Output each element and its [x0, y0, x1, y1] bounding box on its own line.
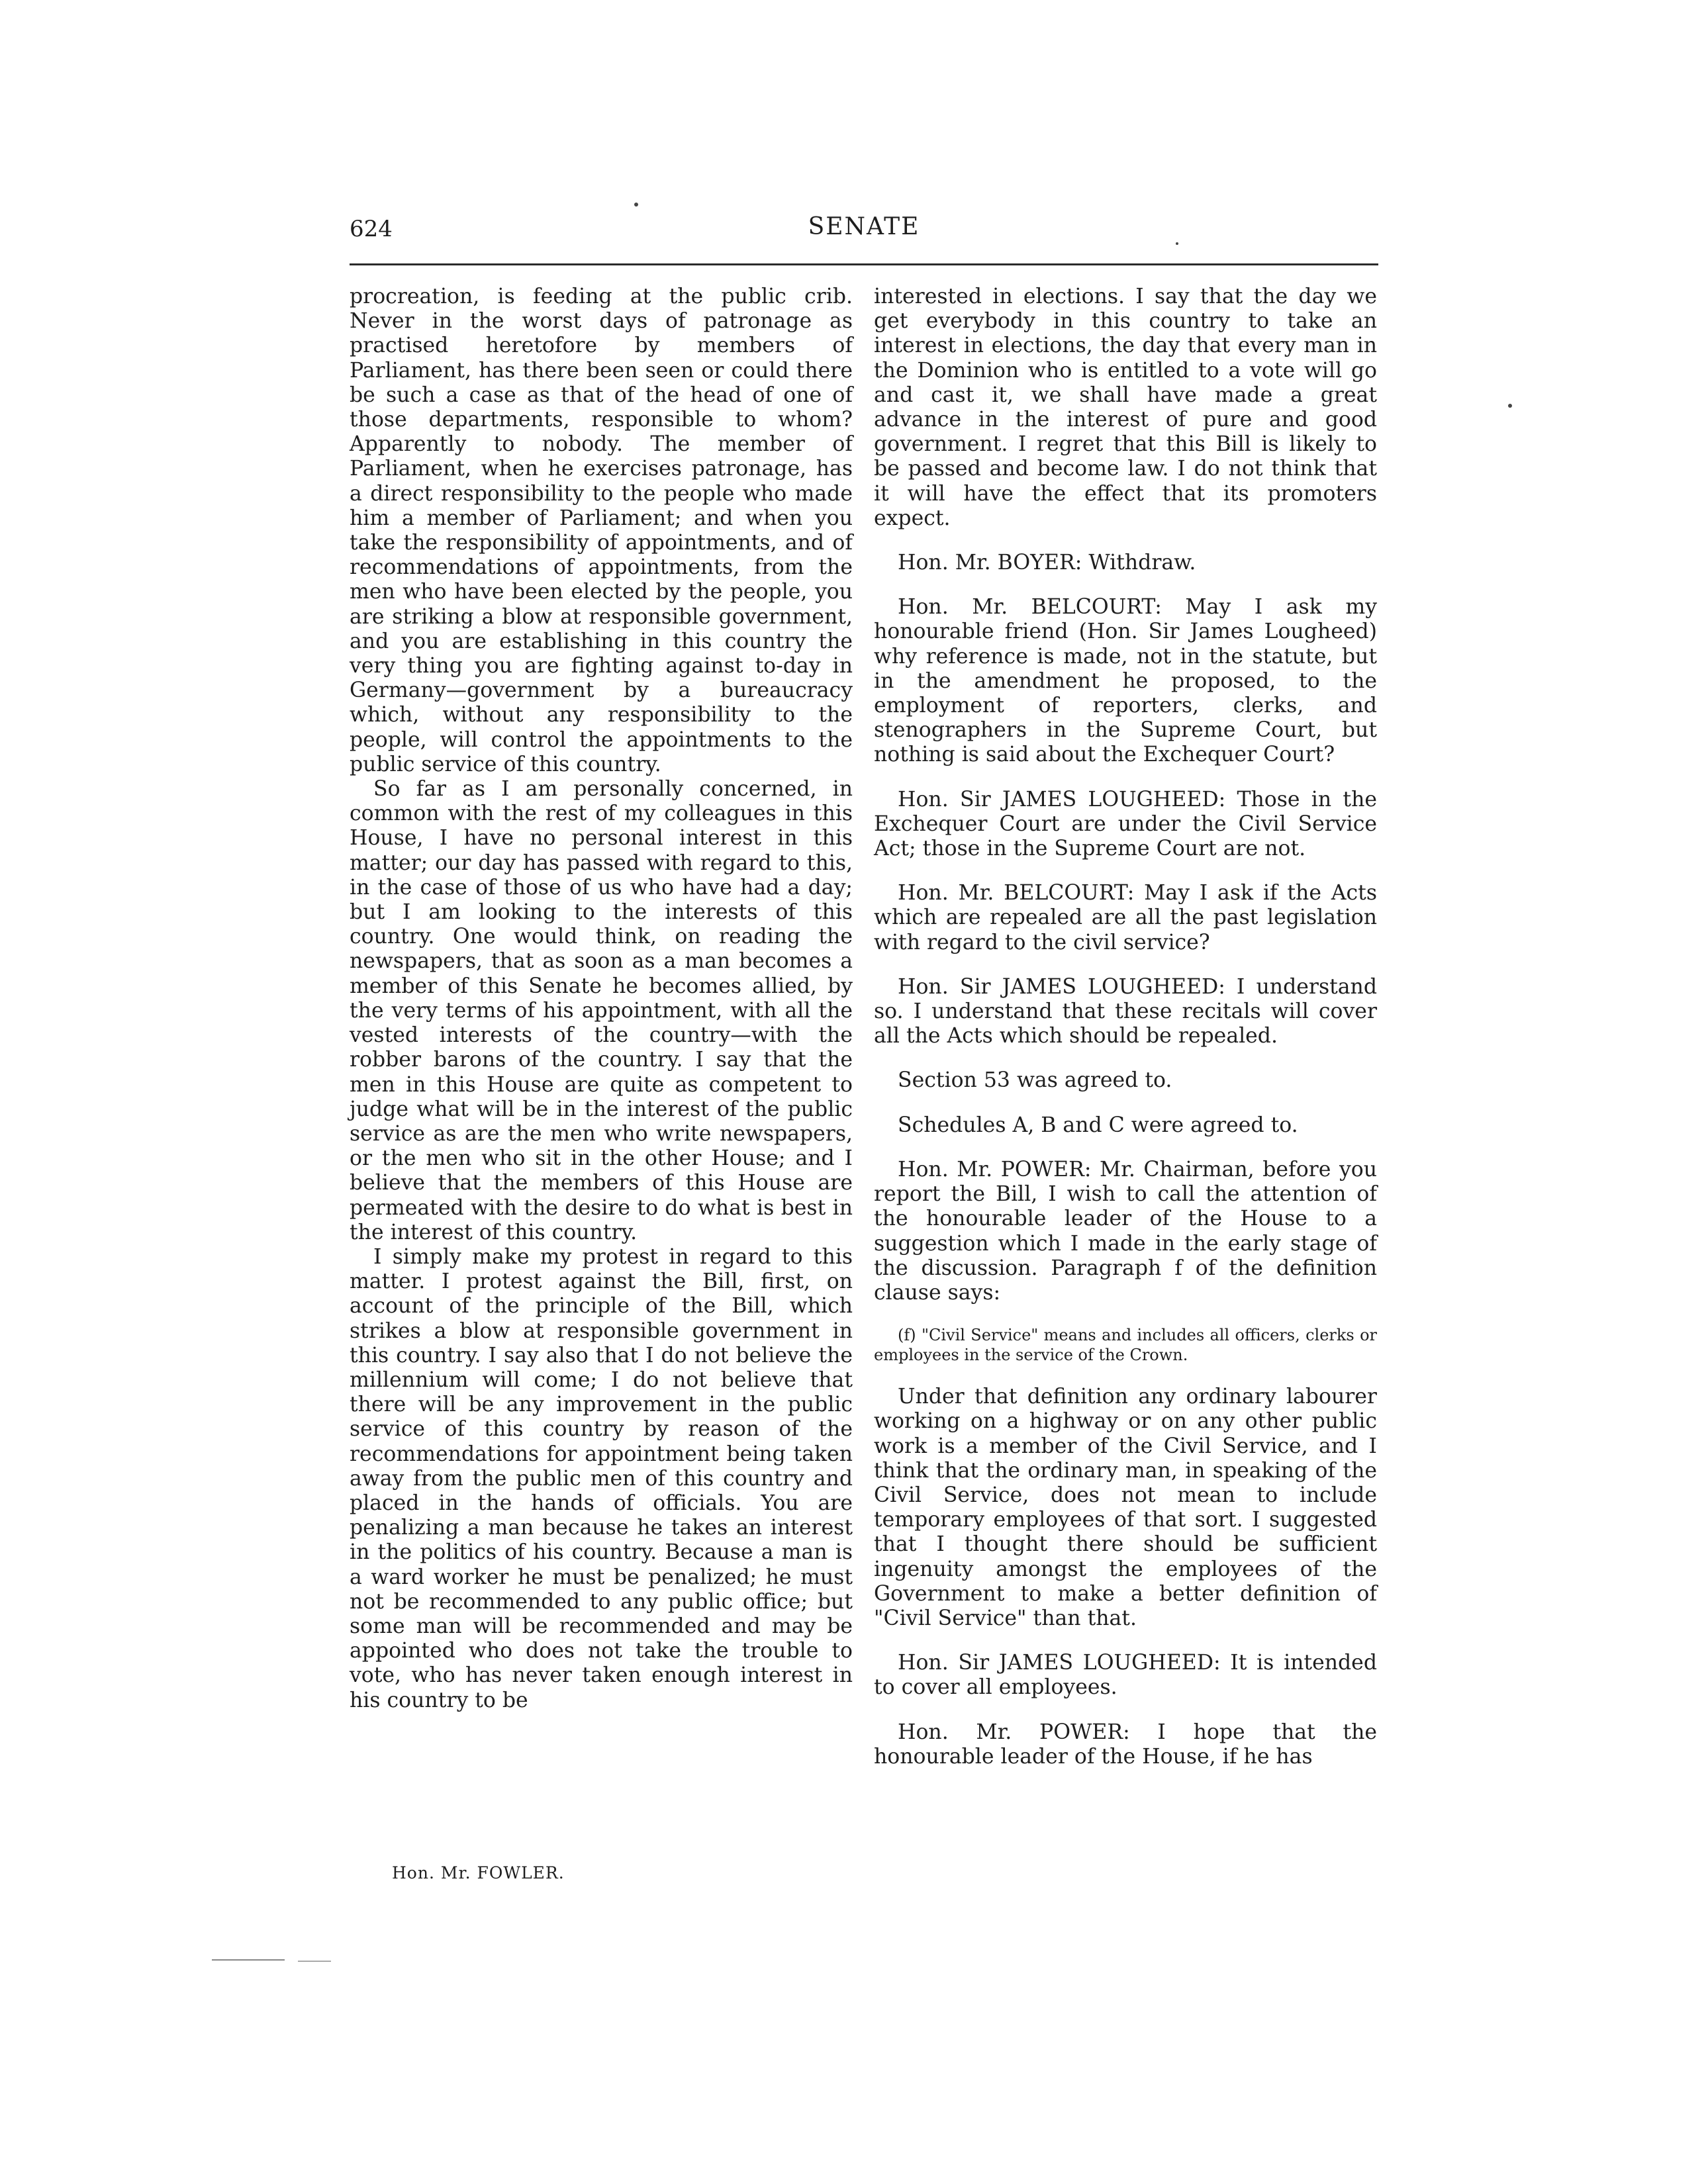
scan-speck — [1508, 404, 1512, 408]
running-head: SENATE — [808, 213, 920, 240]
speech-boyer: Hon. Mr. BOYER: Withdraw. — [898, 551, 1196, 575]
section-53-note: Section 53 was agreed to. — [898, 1068, 1172, 1093]
page-header — [350, 210, 1378, 265]
scan-speck — [634, 203, 638, 207]
page-number: 624 — [350, 216, 393, 242]
left-paragraph-1: procreation, is feeding at the public crib. Never in the worst days of patronage as practised heretofore by members of Parliament, has there been seen or could there be such a case as that of the head of one of those departments, responsible to whom? Apparently to nobody. The member of Parliament, when he exercises patronage, has a direct responsibility to the people who made him a member of Parliament; and when you take the responsibility of appointments, and of recommendations of appointments, from the men who have been elected by the people, you are striking a blow at responsible government, and you are establishing in this country the very thing you are fighting against to-day in Germany—government by a bureaucracy which, without any responsibility to the people, will control the appointments to the public service of this country. — [350, 285, 853, 776]
right-paragraph-1: interested in elections. I say that the day we get everybody in this country to take an interest in elections, the day that every man in the Dominion who is entitled to a vote will go and cast it, we shall have made a great advance in the interest of pure and good government. I regret that this Bill is likely to be passed and become law. I do not think that it will have the effect that its promoters expect. — [874, 285, 1377, 530]
footer-rule-mark-short — [298, 1961, 331, 1962]
right-column — [874, 285, 1377, 1769]
speech-lougheed-2: Hon. Sir JAMES LOUGHEED: I understand so. I understand that these recitals will cover all the Acts which should be repealed. — [874, 974, 1377, 1048]
scan-speck — [1176, 242, 1178, 245]
right-paragraph-under-definition: Under that definition any ordinary labourer working on a highway or on any other public work is a member of the Civil Service, and I think that the ordinary man, in speaking of the Civil Service, does not mean to include temporary employees of that sort. I suggested that I thought there should be sufficient ingenuity amongst the employees of the Government to make a better definition of "Civil Service" than that. — [874, 1385, 1377, 1630]
speech-lougheed-3: Hon. Sir JAMES LOUGHEED: It is intended to cover all employees. — [874, 1651, 1377, 1700]
left-column — [350, 285, 853, 1713]
speech-power-1: Hon. Mr. POWER: Mr. Chairman, before you report the Bill, I wish to call the attention of the honourable leader of the House to a suggestion which I made in the early stage of the discussion. Paragraph f of the definition clause says: — [874, 1157, 1377, 1305]
speech-belcourt-2: Hon. Mr. BELCOURT: May I ask if the Acts which are repealed are all the past legislation with regard to the civil service? — [874, 881, 1377, 954]
left-paragraph-2: So far as I am personally concerned, in common with the rest of my colleagues in this House, I have no personal interest in this matter; our day has passed with regard to this, in the case of those of us who have had a day; but I am looking to the interests of this country. One would think, on reading the newspapers, that as soon as a man becomes a member of this Senate he becomes allied, by the very terms of his appointment, with all the vested interests of the country—with the robber barons of the country. I say that the men in this House are quite as competent to judge what will be in the interest of the public service as are the men who write newspapers, or the men who sit in the other House; and I believe that the members of this House are permeated with the desire to do what is best in the interest of this country. — [350, 777, 853, 1244]
footer-rule-mark — [212, 1959, 285, 1961]
speech-power-2: Hon. Mr. POWER: I hope that the honourable leader of the House, if he has — [874, 1720, 1377, 1769]
footer-speaker-name: Hon. Mr. FOWLER. — [392, 1863, 565, 1882]
schedules-note: Schedules A, B and C were agreed to. — [898, 1113, 1298, 1137]
speech-belcourt-1: Hon. Mr. BELCOURT: May I ask my honourable friend (Hon. Sir James Lougheed) why reference is made, not in the statute, but in the amendment he proposed, to the employment of reporters, clerks, and stenographers in the Supreme Court, but nothing is said about the Exchequer Court? — [874, 595, 1377, 767]
speech-lougheed-1: Hon. Sir JAMES LOUGHEED: Those in the Exchequer Court are under the Civil Service Act; those in the Supreme Court are not. — [874, 787, 1377, 861]
left-paragraph-3: I simply make my protest in regard to this matter. I protest against the Bill, first, on account of the principle of the Bill, which strikes a blow at responsible government in this country. I say also that I do not believe the millennium will come; I do not believe that there will be any improvement in the public service of this country by reason of the recommendations for appointment being taken away from the public men of this country and placed in the hands of officials. You are penalizing a man because he takes an interest in the politics of his country. Because a man is a ward worker he must be penalized; he must not be recommended to any public office; but some man will be recommended and may be appointed who does not take the trouble to vote, who has never taken enough interest in his country to be — [350, 1244, 853, 1712]
definition-quote: (f) "Civil Service" means and includes all officers, clerks or employees in the service of the Crown. — [874, 1326, 1377, 1365]
